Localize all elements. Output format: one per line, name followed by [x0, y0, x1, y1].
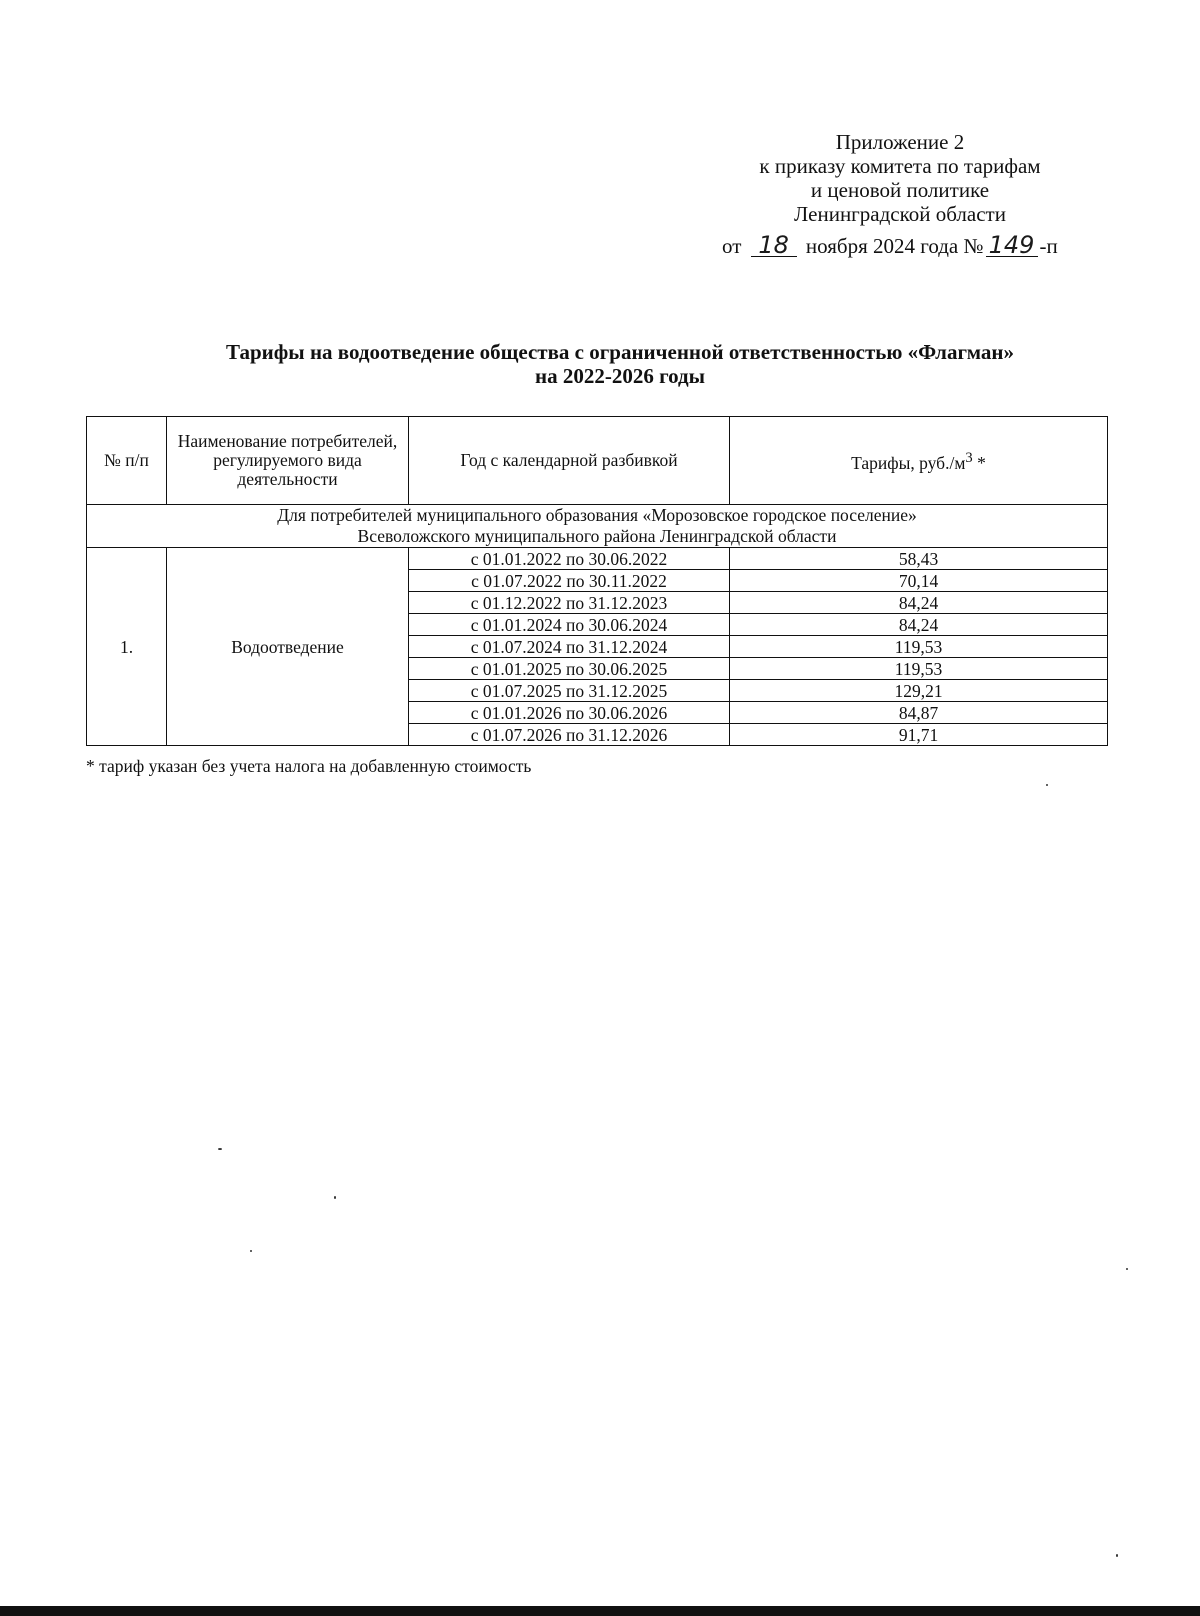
- date-rest: ноября 2024 года №: [805, 234, 984, 258]
- tariff-cell: 91,71: [730, 724, 1108, 746]
- appendix-block: [700, 130, 1100, 226]
- tariff-cell: 129,21: [730, 680, 1108, 702]
- appendix-line: к приказу комитета по тарифам: [759, 154, 1041, 178]
- scan-speck: [1116, 1554, 1118, 1557]
- scan-speck: [334, 1196, 336, 1199]
- period-cell: с 01.07.2024 по 31.12.2024: [409, 636, 730, 658]
- table-header-row: [87, 417, 1108, 505]
- scan-speck: [1046, 784, 1048, 786]
- group-row: [87, 505, 1108, 548]
- period-cell: с 01.07.2026 по 31.12.2026: [409, 724, 730, 746]
- appendix-line: Приложение 2: [835, 130, 965, 154]
- date-prefix: от: [722, 234, 742, 258]
- header-period: Год с календарной разбивкой: [409, 417, 730, 505]
- scan-edge-bar: [0, 1606, 1200, 1616]
- scan-speck: [218, 1148, 222, 1150]
- group-cell: [87, 505, 1108, 548]
- period-cell: с 01.01.2026 по 30.06.2026: [409, 702, 730, 724]
- appendix-line: Ленинградской области: [794, 202, 1006, 226]
- handwritten-order-number: 149: [986, 234, 1038, 257]
- tariff-cell: 84,24: [730, 592, 1108, 614]
- header-tariff-label: Тарифы, руб./м: [851, 452, 966, 473]
- period-cell: с 01.07.2022 по 30.11.2022: [409, 570, 730, 592]
- period-cell: с 01.12.2022 по 31.12.2023: [409, 592, 730, 614]
- scan-speck: [1126, 1268, 1128, 1270]
- header-tariff: [730, 417, 1108, 505]
- scan-speck: [250, 1250, 252, 1252]
- tariff-cell: 119,53: [730, 636, 1108, 658]
- row-name-cell: Водоотведение: [167, 548, 409, 746]
- header-name: Наименование потребителей, регулируемого вида деятельности: [167, 417, 409, 505]
- header-tariff-mark: *: [972, 452, 986, 473]
- row-num-cell: 1.: [87, 548, 167, 746]
- group-line-1: Для потребителей муниципального образования «Морозовское городское поселение»: [277, 505, 917, 525]
- tariff-cell: 119,53: [730, 658, 1108, 680]
- header-num: № п/п: [87, 417, 167, 505]
- tariff-cell: 84,87: [730, 702, 1108, 724]
- table-row: [87, 548, 1108, 570]
- tariff-cell: 70,14: [730, 570, 1108, 592]
- period-cell: с 01.01.2025 по 30.06.2025: [409, 658, 730, 680]
- period-cell: с 01.01.2024 по 30.06.2024: [409, 614, 730, 636]
- order-number-suffix: -п: [1039, 234, 1058, 258]
- tariff-cell: 58,43: [730, 548, 1108, 570]
- period-cell: с 01.07.2025 по 31.12.2025: [409, 680, 730, 702]
- footnote: * тариф указан без учета налога на добавленную стоимость: [86, 756, 532, 776]
- tariff-table: [86, 416, 1108, 746]
- handwritten-day: 18: [751, 234, 797, 257]
- title-line-2: на 2022-2026 годы: [534, 364, 706, 388]
- header-tariff-sup: 3: [965, 449, 973, 466]
- appendix-line: и ценовой политике: [810, 178, 990, 202]
- document-title: [0, 340, 1200, 388]
- tariff-cell: 84,24: [730, 614, 1108, 636]
- group-line-2: Всеволожского муниципального района Ленинградской области: [357, 526, 837, 546]
- title-line-1: Тарифы на водоотведение общества с ограниченной ответственностью «Флагман»: [226, 340, 1014, 364]
- period-cell: с 01.01.2022 по 30.06.2022: [409, 548, 730, 570]
- order-date-line: [722, 231, 1058, 259]
